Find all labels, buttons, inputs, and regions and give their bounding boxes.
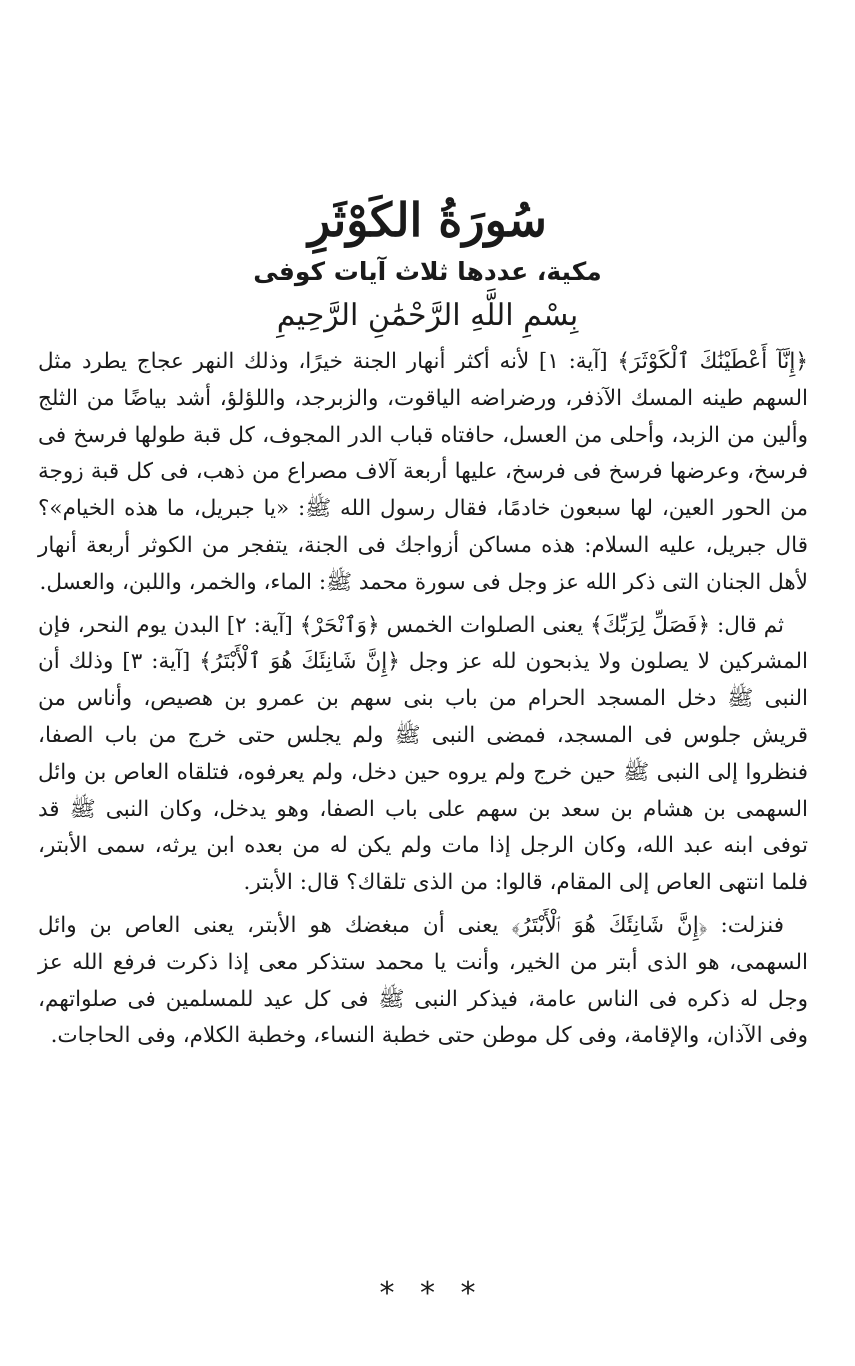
surah-subtitle: مكية، عددها ثلاث آيات كوفى [253,257,602,286]
paragraph-1-text: [آية: ١] لأنه أكثر أنهار الجنة خيرًا، وذلك النهر عجاج يطرد مثل السهم طينه المسك الآذفر، ورضراضه الياقوت، والزبرجد، واللؤلؤ، أشد بياضًا من الثلج وألين من الزبد، وأحلى من العسل، حافتاه قباب الدر المجوف، كل قبة طولها فرسخ فى فرسخ، وعرضها فرسخ فى فرسخ، عليها أربعة آلاف مصراع من ذهب، فى كل قبة زوجة من الحور العين، لها سبعون خادمًا، فقال رسول الله ﷺ: «يا جبريل، ما هذه الخيام»؟ قال جبريل، عليه السلام: هذه مساكن أزواجك فى الجنة، يتفجر من الكوثر أربعة أنهار لأهل الجنان التى ذكر الله عز وجل فى سورة محمد ﷺ: الماء، والخمر، واللبن، والعسل. [38,349,808,595]
verse-kawthar-1: ﴿إِنَّآ أَعْطَيْنَٰكَ ٱلْكَوْثَرَ﴾ [617,349,808,374]
paragraph-1 [38,344,808,602]
paragraph-3: فنزلت: ﴿إِنَّ شَانِئَكَ هُوَ ٱلْأَبْتَرُ﴾ يعنى أن مبغضك هو الأبتر، يعنى العاص بن وائل السهمى، هو الذى أبتر من الخير، وأنت يا محمد ستذكر معى إذا ذكرت فرفع الله عز وجل له ذكره فى الناس عامة، فيذكر النبى ﷺ فى كل عيد للمسلمين فى صلواتهم، وفى الآذان، والإقامة، وفى كل موطن حتى خطبة النساء، وخطبة الكلام، وفى الحاجات. [38,912,808,1049]
section-separator: * * * [379,1276,476,1311]
basmala: بِسْمِ اللَّهِ الرَّحْمَٰنِ الرَّحِيمِ [276,298,579,333]
surah-title: سُورَةُ الكَوْثَرِ [308,193,547,247]
tafsir-body [38,344,808,1061]
paragraph-2: ثم قال: ﴿فَصَلِّ لِرَبِّكَ﴾ يعنى الصلوات الخمس ﴿وَٱنْحَرْ﴾ [آية: ٢] البدن يوم النحر، فإن المشركين لا يصلون ولا يذبحون لله عز وجل ﴿إِنَّ شَانِئَكَ هُوَ ٱلْأَبْتَرُ﴾ [آية: ٣] وذلك أن النبى ﷺ دخل المسجد الحرام من باب بنى سهم بن عمرو بن هصيص، وأناس من قريش جلوس فى المسجد، فمضى النبى ﷺ ولم يجلس حتى خرج من باب الصفا، فنظروا إلى النبى ﷺ حين خرج ولم يروه حين دخل، ولم يعرفوه، فتلقاه العاص بن وائل السهمى بن هشام بن سعد بن سهم على باب الصفا، وهو يدخل، وكان النبى ﷺ قد توفى ابنه عبد الله، وكان الرجل إذا مات ولم يكن له من بعده ابن يرثه، سمى الأبتر، فلما انتهى العاص إلى المقام، قالوا: من الذى تلقاك؟ قال: الأبتر. [38,612,808,896]
